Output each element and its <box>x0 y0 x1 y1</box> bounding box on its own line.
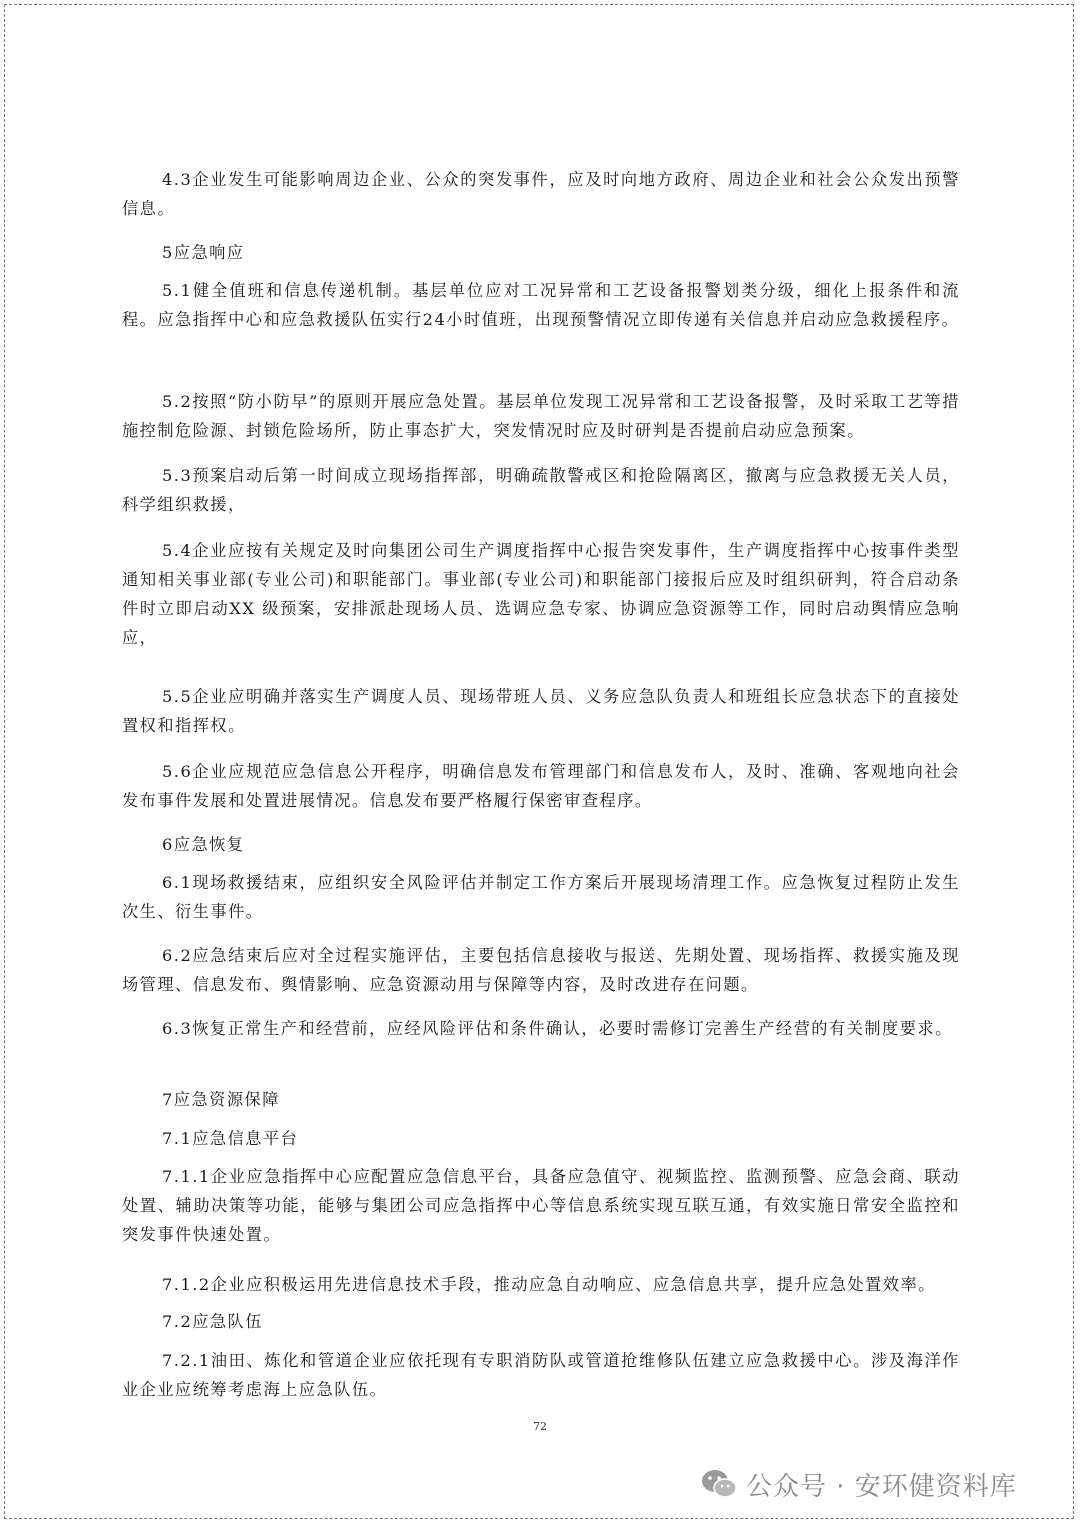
paragraph-7-1-2: 7.1.2企业应积极运用先进信息技术手段，推动应急自动响应、应急信息共享，提升应急处置效率。 <box>162 1275 936 1294</box>
paragraph-5-5: 5.5企业应明确并落实生产调度人员、现场带班人员、义务应急队负责人和班组长应急状态下的直接处置权和指挥权。 <box>122 687 960 735</box>
paragraph-5-3: 5.3预案启动后第一时间成立现场指挥部，明确疏散警戒区和抢险隔离区，撤离与应急救援无关人员，科学组织救援， <box>122 466 960 514</box>
paragraph-6-1: 6.1现场救援结束，应组织安全风险评估并制定工作方案后开展现场清理工作。应急恢复过程防止发生次生、衍生事件。 <box>122 873 960 921</box>
paragraph-6-2: 6.2应急结束后应对全过程实施评估，主要包括信息接收与报送、先期处置、现场指挥、救援实施及现场管理、信息发布、舆情影响、应急资源动用与保障等内容，及时改进存在问题。 <box>122 946 960 994</box>
heading-5: 5应急响应 <box>162 243 245 262</box>
heading-6: 6应急恢复 <box>162 835 245 854</box>
heading-7: 7应急资源保障 <box>162 1090 280 1109</box>
paragraph-7-2-1: 7.2.1油田、炼化和管道企业应依托现有专职消防队或管道抢维修队伍建立应急救援中心。涉及海洋作业企业应统筹考虑海上应急队伍。 <box>122 1351 960 1399</box>
paragraph-5-2: 5.2按照“防小防早”的原则开展应急处置。基层单位发现工况异常和工艺设备报警，及时采取工艺等措施控制危险源、封锁危险场所，防止事态扩大，突发情况时应及时研判是否提前启动应急预案。 <box>122 392 960 440</box>
paragraph-5-1: 5.1健全值班和信息传递机制。基层单位应对工况异常和工艺设备报警划类分级，细化上报条件和流程。应急指挥中心和应急救援队伍实行24小时值班，出现预警情况立即传递有关信息并启动应急救援程序。 <box>122 281 960 329</box>
heading-7-1: 7.1应急信息平台 <box>162 1129 299 1148</box>
wechat-icon <box>700 1467 738 1501</box>
paragraph-6-3: 6.3恢复正常生产和经营前，应经风险评估和条件确认，必要时需修订完善生产经营的有关制度要求。 <box>162 1019 953 1038</box>
watermark-text: 公众号 · 安环健资料库 <box>746 1471 1017 1502</box>
paragraph-5-6: 5.6企业应规范应急信息公开程序，明确信息发布管理部门和信息发布人，及时、准确、客观地向社会发布事件发展和处置进展情况。信息发布要严格履行保密审查程序。 <box>122 762 960 810</box>
paragraph-5-4: 5.4企业应按有关规定及时向集团公司生产调度指挥中心报告突发事件，生产调度指挥中心按事件类型通知相关事业部(专业公司)和职能部门。事业部(专业公司)和职能部门接报后应及时组织研判，符合启动条件时立即启动XX 级预案，安排派赴现场人员、选调应急专家、协调应急资源等工作，同时启动舆情应急响应， <box>122 541 960 647</box>
heading-7-2: 7.2应急队伍 <box>162 1312 263 1331</box>
watermark <box>700 1462 1017 1506</box>
paragraph-7-1-1: 7.1.1企业应急指挥中心应配置应急信息平台，具备应急值守、视频监控、监测预警、应急会商、联动处置、辅助决策等功能，能够与集团公司应急指挥中心等信息系统实现互联互通，有效实施日常安全监控和突发事件快速处置。 <box>122 1167 960 1244</box>
page-number: 72 <box>533 1420 547 1433</box>
paragraph-4-3: 4.3企业发生可能影响周边企业、公众的突发事件，应及时向地方政府、周边企业和社会公众发出预警信息。 <box>122 170 960 218</box>
